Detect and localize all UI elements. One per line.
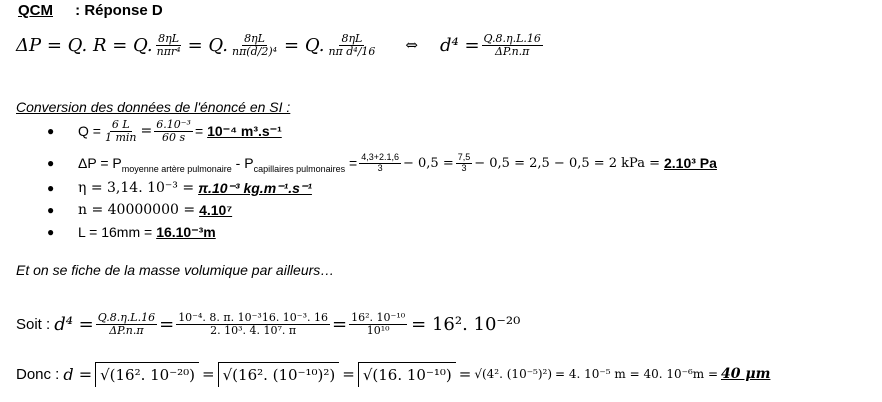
main-fraction-4-num: Q.8.η.L.16	[483, 31, 541, 45]
soit-fraction-2	[176, 312, 330, 336]
equivalence-icon: ⇔	[405, 36, 418, 54]
bullet-dp	[78, 148, 717, 178]
q-lhs: Q =	[78, 123, 101, 139]
soit-fraction-2-den: 2. 10³. 4. 10⁷. π	[210, 323, 297, 337]
donc-label: Donc :	[16, 365, 60, 383]
donc-root-4: √(4². (10⁻⁵)²)	[474, 367, 553, 381]
dp-sub1: moyenne artère pulmonaire	[121, 164, 232, 174]
soit-eq3: = 16². 10⁻²⁰	[411, 313, 521, 335]
bullet-l	[78, 221, 216, 243]
donc-eq1: =	[202, 365, 215, 383]
main-fraction-2	[230, 33, 279, 57]
l-result: 16.10⁻³m	[156, 223, 216, 240]
dp-part3: − 0,5 = 2,5 − 0,5 = 2 kPa =	[474, 155, 660, 171]
bullet-icon: ●	[47, 181, 55, 195]
donc-root-1	[95, 362, 199, 387]
qcm-label: QCM	[18, 2, 53, 19]
q-fraction-2-den: 60 s	[162, 130, 186, 144]
soit-fraction-1-num: Q.8.η.L.16	[97, 310, 156, 324]
eta-lhs: η = 3,14. 10⁻³ =	[78, 180, 195, 196]
donc-eq3: =	[458, 365, 472, 383]
q-fraction-1-num: 6 L	[111, 117, 130, 131]
donc-root-3-content: √(16. 10⁻¹⁰)	[358, 362, 456, 387]
q-result: 10⁻⁴ m³.s⁻¹	[207, 122, 282, 139]
main-formula	[16, 22, 545, 68]
answer-label: : Réponse D	[75, 2, 163, 19]
dp-fraction-1-den: 3	[377, 162, 383, 173]
main-fraction-3	[326, 33, 377, 57]
main-fraction-2-den: nπ(d/2)⁴	[231, 44, 278, 58]
soit-line	[16, 304, 520, 344]
donc-result: 40 μm	[721, 366, 771, 382]
dp-fraction-2	[456, 153, 473, 173]
dp-mid: - P	[231, 155, 254, 171]
donc-root-1-content: √(16². 10⁻²⁰)	[95, 362, 199, 387]
q-eq2: =	[194, 123, 204, 139]
donc-d: d =	[63, 364, 93, 384]
main-fraction-1-den: nπr⁴	[156, 44, 181, 58]
soit-d4: d⁴ =	[54, 313, 94, 335]
main-formula-lhs: ΔP = Q. R = Q.	[16, 34, 153, 56]
dp-sub2: capillaires pulmonaires	[253, 164, 346, 174]
q-fraction-2-num: 6.10⁻³	[156, 117, 191, 131]
dp-fraction-1-num: 4,3+2.1,6	[361, 152, 399, 163]
soit-label: Soit :	[16, 315, 51, 333]
eta-result: π.10⁻³ kg.m⁻¹.s⁻¹	[198, 179, 312, 196]
main-fraction-1	[155, 33, 183, 57]
bullet-n	[78, 199, 232, 221]
bullet-icon: ●	[47, 225, 55, 239]
soit-fraction-3-num: 16². 10⁻¹⁰	[351, 310, 406, 324]
q-fraction-1	[103, 119, 139, 143]
main-formula-d4: d⁴ =	[439, 34, 480, 56]
l-lhs: L = 16mm =	[78, 224, 153, 240]
dp-fraction-1	[359, 153, 401, 173]
dp-result: 2.10³ Pa	[664, 155, 717, 171]
header	[18, 2, 163, 19]
main-fraction-3-den: nπ d⁴/16	[328, 44, 376, 58]
donc-line	[16, 352, 770, 396]
q-fraction-2	[154, 119, 193, 143]
n-lhs: n = 40000000 =	[78, 202, 196, 218]
bullet-icon: ●	[47, 156, 55, 170]
donc-eq2: =	[342, 365, 355, 383]
main-fraction-1-num: 8ηL	[158, 31, 180, 45]
donc-tail: = 4. 10⁻⁵ m = 40. 10⁻⁶m =	[555, 367, 718, 381]
n-result: 4.10⁷	[199, 202, 233, 218]
main-fraction-4	[482, 33, 543, 57]
soit-fraction-1-den: ΔP.n.π	[109, 323, 144, 337]
soit-fraction-3	[349, 312, 407, 336]
bullet-icon: ●	[47, 124, 55, 138]
bullet-q	[78, 116, 282, 146]
q-fraction-1-den: 1 min	[104, 130, 137, 144]
remark: Et on se fiche de la masse volumique par ailleurs…	[16, 262, 335, 278]
dp-part2: − 0,5 =	[403, 155, 454, 171]
soit-eq2: =	[332, 313, 348, 335]
bullet-icon: ●	[47, 203, 55, 217]
donc-root-2-content: √(16². (10⁻¹⁰)²)	[218, 362, 340, 387]
main-fraction-4-den: ΔP.n.π	[494, 44, 530, 58]
dp-fraction-2-den: 3	[461, 162, 467, 173]
conversion-title: Conversion des données de l'énoncé en SI :	[16, 99, 291, 115]
donc-root-2	[218, 362, 340, 387]
main-formula-eq1: = Q.	[187, 34, 228, 56]
q-eq: =	[140, 123, 153, 139]
main-formula-eq2: = Q.	[284, 34, 325, 56]
soit-fraction-3-den: 10¹⁰	[366, 323, 390, 337]
soit-fraction-2-num: 10⁻⁴. 8. π. 10⁻³16. 10⁻³. 16	[178, 310, 329, 324]
main-fraction-3-num: 8ηL	[341, 31, 363, 45]
dp-fraction-2-num: 7,5	[457, 152, 471, 163]
bullet-eta	[78, 177, 312, 199]
soit-eq1: =	[159, 313, 175, 335]
donc-root-3	[358, 362, 456, 387]
dp-eq: =	[345, 155, 358, 171]
dp-lhs: ΔP = P	[78, 155, 122, 171]
main-fraction-2-num: 8ηL	[244, 31, 265, 45]
soit-fraction-1	[96, 312, 157, 336]
